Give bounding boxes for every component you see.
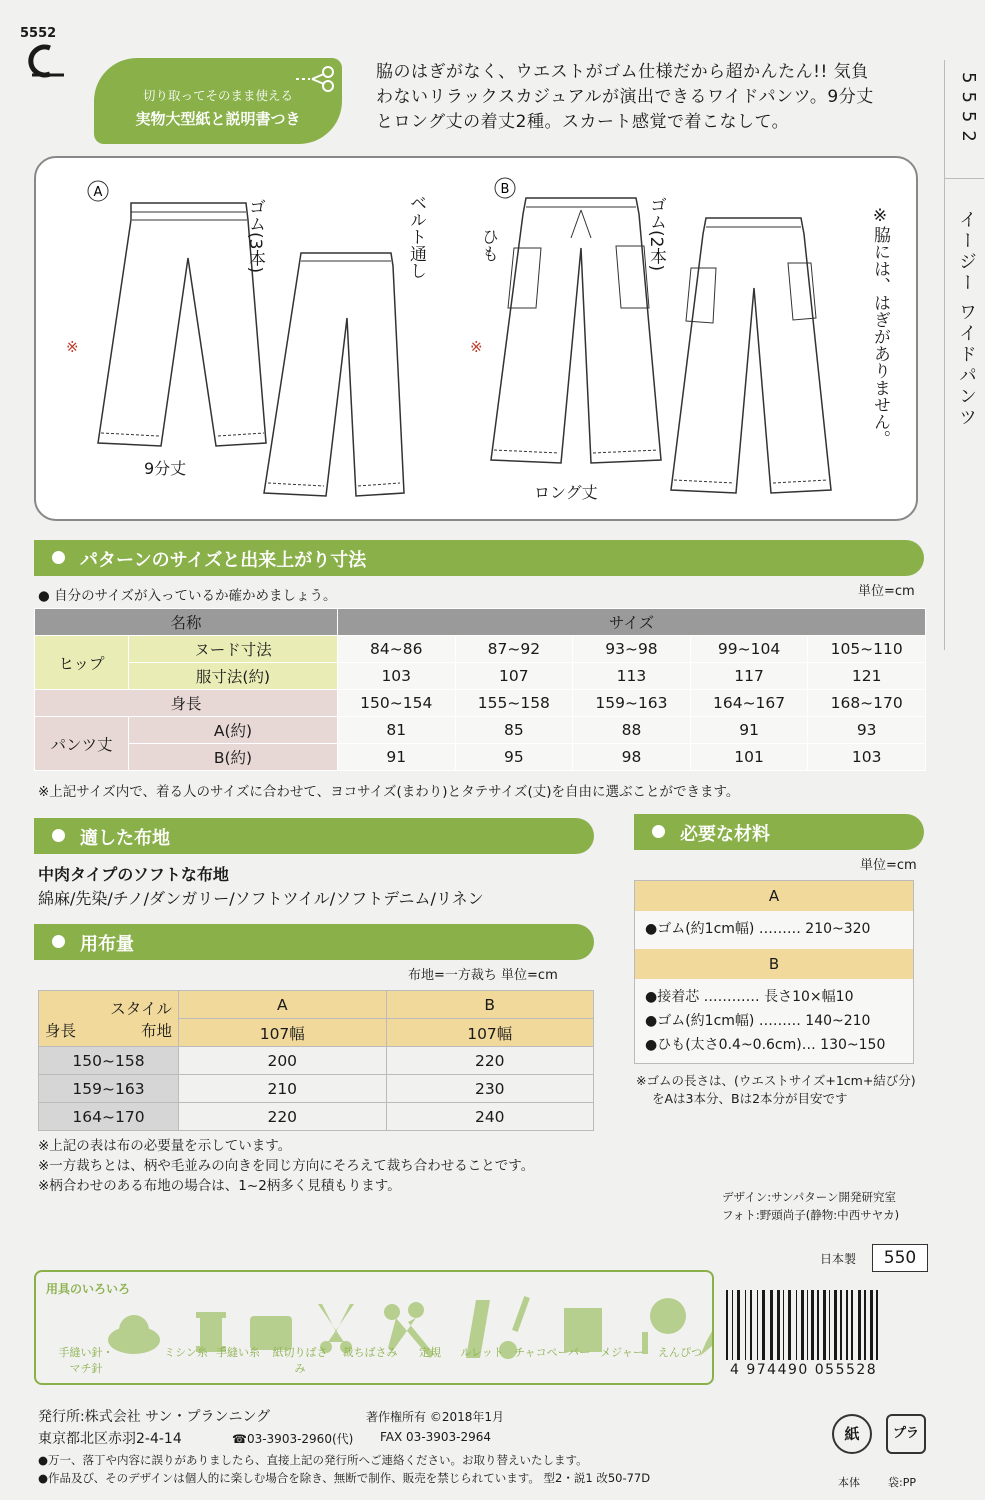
materials-section-title: 必要な材料	[680, 824, 770, 845]
barcode-bar	[788, 1290, 791, 1360]
tool-label: ミシン糸	[164, 1346, 208, 1359]
cell: 200	[179, 1047, 387, 1075]
barcode-bar	[726, 1290, 728, 1360]
materials-note	[636, 1072, 916, 1108]
row-b: B(約)	[129, 744, 338, 771]
row-a: A(約)	[129, 717, 338, 744]
cell: 103	[337, 663, 455, 690]
tool-label: 手縫い糸	[216, 1346, 260, 1359]
barcode-bar	[770, 1290, 773, 1360]
cell: 107	[455, 663, 573, 690]
cell: 81	[337, 717, 455, 744]
brand-logo-icon	[26, 44, 66, 78]
col-a: A	[179, 991, 387, 1019]
col-b: B	[386, 991, 594, 1019]
barcode-bar	[858, 1290, 861, 1360]
bullet-icon	[52, 551, 65, 564]
yardage-note: ※一方裁ちとは、柄や毛並みの向きを同じ方向にそろえて裁ち合わせることです。	[38, 1158, 535, 1174]
barcode-bar	[796, 1290, 797, 1360]
barcode-bar	[807, 1290, 808, 1360]
barcode-bar	[870, 1290, 873, 1360]
barcode-bar	[745, 1290, 746, 1360]
material-item: ●ひも(太さ0.4~0.6cm)… 130~150	[645, 1037, 886, 1053]
side-title: イージー ワイドパンツ	[956, 210, 977, 429]
fax: FAX 03-3903-2964	[380, 1430, 492, 1444]
material-item: ●接着芯 ………… 長さ10×幅10	[645, 989, 854, 1005]
made-in: 日本製	[820, 1252, 857, 1266]
barcode-bar	[801, 1290, 804, 1360]
materials-section-bar	[634, 814, 924, 850]
cell: 91	[690, 717, 808, 744]
label-gomu3: ゴム(3本)	[245, 198, 265, 274]
barcode-bar	[823, 1290, 826, 1360]
cell: 210	[179, 1075, 387, 1103]
badge-line1: 切り取ってそのまま使える	[142, 88, 293, 103]
materials-a-head: A	[635, 881, 913, 911]
material-item: ●ゴム(約1cm幅) ……… 210~320	[645, 921, 871, 937]
barcode-bar	[732, 1290, 733, 1360]
illustration-b-mark: B	[500, 182, 510, 197]
fabric-list: 綿麻/先染/チノ/ダンガリー/ソフトツイル/ソフトデニム/リネン	[38, 889, 484, 908]
materials-b-head: B	[635, 949, 913, 979]
pants-a-back	[264, 253, 404, 496]
pants-a-front	[98, 203, 266, 446]
cell: 103	[808, 744, 926, 771]
side-code: 5552	[958, 72, 979, 150]
label-length-b: ロング丈	[534, 483, 598, 502]
fabric-section-title: 適した布地	[80, 828, 170, 849]
barcode-bar	[777, 1290, 780, 1360]
tools-title: 用具のいろいろ	[46, 1282, 131, 1296]
bullet-icon	[52, 935, 65, 948]
cell: 93	[808, 717, 926, 744]
barcode-bar	[876, 1290, 878, 1360]
cell: 164~167	[690, 690, 808, 717]
cell: 230	[386, 1075, 594, 1103]
cell: 155~158	[455, 690, 573, 717]
barcode-bar	[864, 1290, 866, 1360]
materials-note-line: をAは3本分、Bは2本分が目安です	[652, 1091, 848, 1106]
barcode-bar	[737, 1290, 740, 1360]
credits	[722, 1188, 899, 1224]
size-note: ● 自分のサイズが入っているか確かめましょう。	[38, 588, 337, 604]
size-section-bar	[34, 540, 924, 576]
corner-height: 身長	[45, 1021, 77, 1040]
paper-recycle-icon: 紙	[832, 1414, 872, 1454]
width-a: 107幅	[179, 1019, 387, 1047]
tel: ☎03-3903-2960(代)	[232, 1432, 354, 1446]
barcode-bar	[811, 1290, 814, 1360]
kome-mark-a: ※	[66, 338, 79, 356]
notice: ●作品及び、そのデザインは個人的に楽しむ場合を除き、無断で制作、販売を禁じられています。 型2・説1 改50-77D	[38, 1471, 651, 1485]
size-footnote: ※上記サイズ内で、着る人のサイズに合わせて、ヨコサイズ(まわり)とタテサイズ(丈)を自由に選ぶことができます。	[38, 784, 740, 800]
bullet-icon	[52, 829, 65, 842]
yardage-table	[38, 990, 594, 1131]
materials-unit: 単位=cm	[860, 858, 917, 873]
tool-label: ルレット	[460, 1346, 504, 1359]
width-b: 107幅	[386, 1019, 594, 1047]
pants-b-front	[491, 198, 661, 463]
size-section-title: パターンのサイズと出来上がり寸法	[80, 550, 367, 571]
cell: 105~110	[808, 636, 926, 663]
fabric-section-bar	[34, 818, 594, 854]
cell: 220	[179, 1103, 387, 1131]
material-item: ●ゴム(約1cm幅) ……… 140~210	[645, 1013, 871, 1029]
tools-icons	[36, 1292, 712, 1372]
barcode-bar	[750, 1290, 752, 1360]
row-garment: 服寸法(約)	[129, 663, 338, 690]
cell: 159~163	[573, 690, 691, 717]
tool-label: 紙切りばさみ	[272, 1346, 328, 1375]
header-name: 名称	[35, 609, 338, 636]
scissors-icon	[296, 66, 336, 92]
corner-style: スタイル	[110, 999, 172, 1018]
cell: 91	[337, 744, 455, 771]
tool-label: チャコペーパー	[513, 1346, 591, 1359]
yardage-notes	[38, 1136, 534, 1196]
badge-line2: 実物大型紙と説明書つき	[135, 110, 301, 128]
plastic-recycle-icon: プラ	[886, 1414, 926, 1454]
yardage-note: ※上記の表は布の必要量を示しています。	[38, 1138, 292, 1154]
tool-label: えんぴつ	[658, 1346, 702, 1359]
size-table	[34, 608, 926, 771]
cell: 98	[573, 744, 691, 771]
row-height-cell: 159~163	[39, 1075, 179, 1103]
materials-note-line: ※ゴムの長さは、(ウエストサイズ+1cm+結び分)	[636, 1073, 916, 1088]
kome-mark-b: ※	[470, 338, 483, 356]
corner-fabric: 布地	[140, 1021, 172, 1040]
row-height: 身長	[35, 690, 338, 717]
cell: 87~92	[455, 636, 573, 663]
pants-b-back	[671, 218, 831, 493]
size-note-text: 自分のサイズが入っているか確かめましょう。	[54, 588, 337, 604]
label-himo: ひも	[478, 228, 498, 262]
cell: 117	[690, 663, 808, 690]
barcode-bar	[757, 1290, 758, 1360]
label-length-a: 9分丈	[144, 459, 187, 478]
publisher-name: 発行所:株式会社 サン・プランニング	[38, 1409, 271, 1425]
fabric-type: 中肉タイプのソフトな布地	[38, 865, 229, 884]
row-pants: パンツ丈	[35, 717, 129, 771]
row-hip: ヒップ	[35, 636, 129, 690]
cell: 240	[386, 1103, 594, 1131]
paper-recycle-label: 本体	[838, 1476, 860, 1489]
barcode-bar	[834, 1290, 837, 1360]
barcode-bar	[829, 1290, 830, 1360]
barcode-bar	[783, 1290, 784, 1360]
yardage-note: ※柄合わせのある布地の場合は、1~2柄多く見積もります。	[38, 1178, 401, 1194]
cell: 101	[690, 744, 808, 771]
tool-label: メジャー	[600, 1346, 644, 1359]
cell: 85	[455, 717, 573, 744]
cell: 93~98	[573, 636, 691, 663]
barcode-bar	[851, 1290, 853, 1360]
intro-line: 脇のはぎがなく、ウエストがゴム仕様だから超かんたん!! 気負	[376, 62, 869, 82]
intro-line: わないリラックスカジュアルが演出できるワイドパンツ。9分丈	[376, 87, 874, 107]
yardage-unit: 布地=一方裁ち 単位=cm	[408, 968, 558, 983]
illustration-a-mark: A	[93, 185, 103, 200]
yardage-section-title: 用布量	[80, 934, 134, 955]
side-divider	[944, 178, 984, 179]
cell: 99~104	[690, 636, 808, 663]
barcode-number: 4 974490 055528	[730, 1362, 878, 1378]
tools-panel	[34, 1270, 714, 1385]
label-gomu2: ゴム(2本)	[646, 196, 666, 272]
tool-label: 手縫い針・マチ針	[58, 1346, 114, 1375]
cell: 95	[455, 744, 573, 771]
row-nude: ヌード寸法	[129, 636, 338, 663]
cell: 150~154	[337, 690, 455, 717]
barcode-bar	[762, 1290, 765, 1360]
row-height-cell: 150~158	[39, 1047, 179, 1075]
cell: 220	[386, 1047, 594, 1075]
size-unit: 単位=cm	[858, 584, 915, 599]
barcode-bar	[840, 1290, 842, 1360]
price-box: 550	[872, 1244, 928, 1272]
copyright: 著作権所有 ©2018年1月	[366, 1410, 504, 1424]
materials-box	[634, 880, 914, 1064]
barcode-icon	[724, 1290, 929, 1360]
barcode-bar	[817, 1290, 819, 1360]
cell: 168~170	[808, 690, 926, 717]
cell: 121	[808, 663, 926, 690]
pattern-code: 5552	[20, 26, 57, 41]
address: 東京都北区赤羽2-4-14	[38, 1431, 182, 1447]
cell: 113	[573, 663, 691, 690]
illustration-panel	[34, 156, 918, 521]
barcode-bar	[846, 1290, 848, 1360]
header-size: サイズ	[337, 609, 925, 636]
label-belt-loop: ベルト通し	[406, 194, 426, 279]
yardage-corner	[39, 991, 179, 1047]
side-note: ※脇には、はぎがありません。	[870, 206, 890, 447]
plastic-recycle-label: 袋:PP	[888, 1476, 916, 1489]
intro-line: とロング丈の着丈2種。スカート感覚で着こなして。	[376, 112, 790, 132]
bullet-icon	[652, 825, 665, 838]
cell: 84~86	[337, 636, 455, 663]
yardage-section-bar	[34, 924, 594, 960]
intro-text	[376, 60, 916, 135]
tool-label: 定規	[419, 1346, 441, 1359]
credit-photo: フォト:野頭尚子(静物:中西サヤカ)	[722, 1208, 900, 1222]
credit-design: デザイン:サンパターン開発研究室	[722, 1190, 896, 1204]
notice: ●万一、落丁や内容に誤りがありましたら、直接上記の発行所へご連絡ください。お取り替えいたします。	[38, 1453, 588, 1467]
tool-label: 裁ちばさみ	[342, 1346, 398, 1359]
cell: 88	[573, 717, 691, 744]
row-height-cell: 164~170	[39, 1103, 179, 1131]
